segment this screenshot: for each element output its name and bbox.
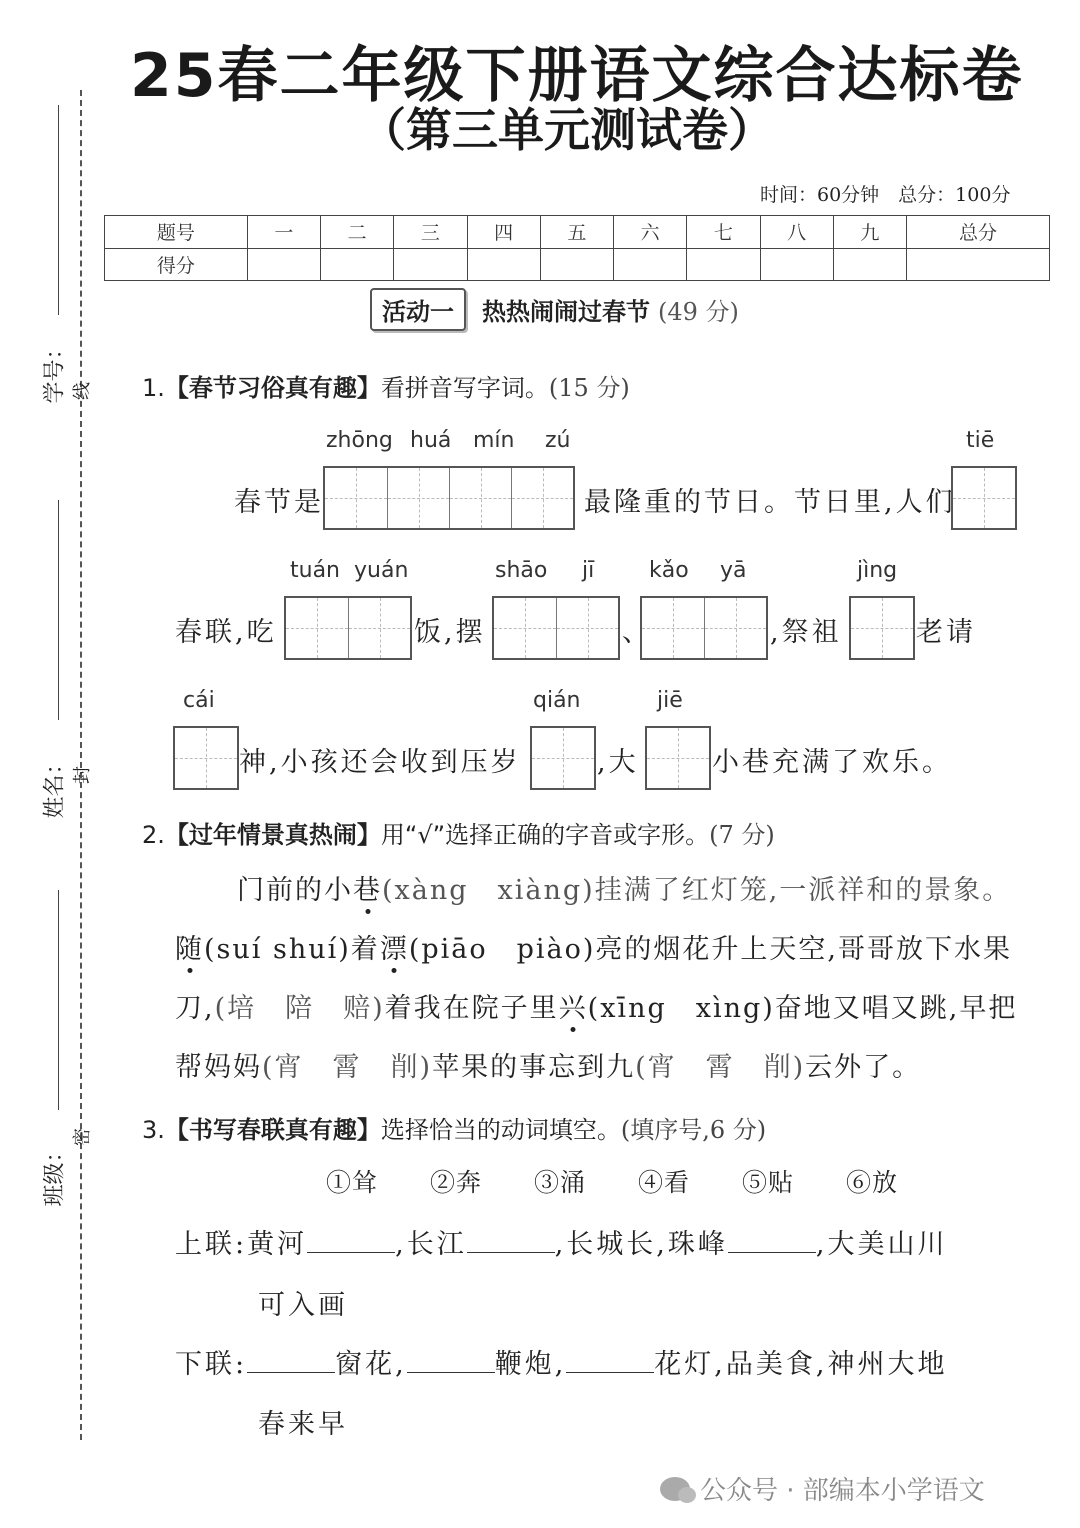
q1-text-segment: 春联,吃 <box>175 617 277 648</box>
grid-cell[interactable] <box>348 598 410 658</box>
q1-text-segment: ,祭祖 <box>770 617 842 648</box>
pinyin: kǎo <box>649 558 689 583</box>
answer-blank[interactable] <box>247 1350 335 1373</box>
score-table <box>104 215 1050 281</box>
q1-points: (15 分) <box>548 374 630 402</box>
writing-grid[interactable] <box>640 596 768 660</box>
text-span: ,大美山川 <box>815 1229 948 1260</box>
answer-blank[interactable] <box>407 1350 495 1373</box>
score-table-header-cell: 总分 <box>907 216 1050 249</box>
text-span: (piāo piào)亮的烟花升上天空,哥哥放下水果 <box>408 934 1013 965</box>
q2-paragraph-line <box>237 868 1011 907</box>
score-table-header-cell: 六 <box>614 216 687 249</box>
score-input-cell[interactable] <box>614 248 687 281</box>
score-table-header-cell: 二 <box>321 216 394 249</box>
pinyin: yuán <box>354 558 409 583</box>
text-span: 云外了。 <box>805 1052 922 1083</box>
text-span: (xīng xìng)奋地又唱又跳,早把 <box>587 993 1018 1024</box>
binding-secret-word: 密 <box>72 1128 93 1146</box>
emphasized-char: 随 <box>175 934 204 965</box>
answer-blank[interactable] <box>728 1230 816 1253</box>
score-input-cell[interactable] <box>247 248 320 281</box>
q1-text-segment: 春节是 <box>234 487 324 518</box>
q3-text: 选择恰当的动词填空。 <box>380 1116 621 1144</box>
pinyin: qián <box>533 688 581 713</box>
activity-name: 热热闹闹过春节 <box>482 298 650 326</box>
q3-upper-couplet-cont: 可入画 <box>258 1290 348 1321</box>
answer-blank[interactable] <box>566 1350 654 1373</box>
emphasized-char: 漂 <box>379 934 409 965</box>
q1-text-segment: ,大 <box>597 747 639 778</box>
activity-tag: 活动一 <box>370 288 466 331</box>
grid-cell[interactable] <box>704 598 766 658</box>
score-table-header-cell: 九 <box>833 216 906 249</box>
writing-grid[interactable] <box>284 596 412 660</box>
class-rule <box>58 890 59 1110</box>
pinyin: mín <box>473 428 515 453</box>
score-input-cell[interactable] <box>394 248 467 281</box>
score-table-score-row <box>105 248 1050 281</box>
grid-cell[interactable] <box>851 598 913 658</box>
text-span: 花灯,品美食,神州大地 <box>654 1349 948 1380</box>
grid-cell[interactable] <box>511 468 573 528</box>
watermark <box>660 1470 985 1507</box>
writing-grid[interactable] <box>492 596 620 660</box>
q2-paragraph-line <box>175 1045 921 1084</box>
answer-blank[interactable] <box>307 1230 395 1253</box>
student-id-label: 学号： <box>42 337 68 404</box>
name-label: 姓名： <box>42 752 68 819</box>
text-span: 着我在院子里 <box>384 993 559 1024</box>
text-span: (xàng xiàng)挂满了红灯笼,一派祥和的景象。 <box>382 875 1012 906</box>
writing-grid[interactable] <box>951 466 1017 530</box>
q2-heading <box>142 815 775 850</box>
pinyin: tuán <box>290 558 340 583</box>
grid-cell[interactable] <box>175 728 237 788</box>
q1-text-segment: 最隆重的节日。节日里,人们 <box>584 487 956 518</box>
pinyin: jìng <box>857 558 898 583</box>
class-label: 班级： <box>42 1140 68 1207</box>
q1-text-segment: 饭,摆 <box>414 617 486 648</box>
watermark-text: 公众号 · 部编本小学语文 <box>700 1476 985 1506</box>
page-title: 25春二年级下册语文综合达标卷 <box>130 41 1024 111</box>
grid-cell[interactable] <box>532 728 594 788</box>
score-table-header-row <box>105 216 1050 249</box>
student-id-rule <box>58 105 59 315</box>
pinyin: tiē <box>966 428 995 453</box>
pinyin: zhōng <box>326 428 393 453</box>
score-input-cell[interactable] <box>760 248 833 281</box>
activity-heading <box>370 288 739 331</box>
writing-grid[interactable] <box>530 726 596 790</box>
score-input-cell[interactable] <box>907 248 1050 281</box>
answer-blank[interactable] <box>467 1230 555 1253</box>
q1-text: 看拼音写字词。 <box>380 374 549 402</box>
q3-lower-couplet <box>175 1342 947 1381</box>
score-table-header-cell: 一 <box>247 216 320 249</box>
q1-text-segment: 、 <box>622 617 652 648</box>
choice-options[interactable]: (培 陪 赔) <box>214 993 385 1024</box>
q2-points: (7 分) <box>709 821 775 849</box>
score-label-cell: 得分 <box>105 248 248 281</box>
grid-cell[interactable] <box>325 468 387 528</box>
pinyin: jī <box>582 558 595 583</box>
text-span: 苹果的事忘到九 <box>432 1052 636 1083</box>
page-subtitle: （第三单元测试卷） <box>360 103 774 157</box>
q1-text-segment: 小巷充满了欢乐。 <box>712 747 952 778</box>
pinyin: shāo <box>495 558 548 583</box>
emphasized-char: 巷 <box>353 875 382 906</box>
q3-upper-couplet <box>175 1222 947 1261</box>
binding-line-word: 线 <box>72 382 93 400</box>
binding-dashed-line <box>80 90 82 1440</box>
grid-cell[interactable] <box>494 598 556 658</box>
pinyin: cái <box>183 688 215 713</box>
score-table-header-cell: 七 <box>687 216 760 249</box>
pinyin: huá <box>410 428 452 453</box>
q2-text: 用“√”选择正确的字音或字形。 <box>380 821 710 849</box>
q2-paragraph-line <box>175 986 1017 1025</box>
binding-seal-word: 封 <box>72 766 93 784</box>
score-table-header-cell: 五 <box>540 216 613 249</box>
grid-cell[interactable] <box>647 728 709 788</box>
text-span: 窗花, <box>335 1349 407 1380</box>
pinyin: yā <box>720 558 747 583</box>
writing-grid[interactable] <box>323 466 575 530</box>
grid-cell[interactable] <box>387 468 449 528</box>
score-table-header-cell: 题号 <box>105 216 248 249</box>
grid-cell[interactable] <box>556 598 618 658</box>
q2-paragraph-line <box>175 927 1012 966</box>
writing-grid[interactable] <box>849 596 915 660</box>
q1-tag: 【春节习俗真有趣】 <box>164 374 381 402</box>
grid-cell[interactable] <box>449 468 511 528</box>
name-rule <box>58 500 59 720</box>
q2-number: 2. <box>142 821 165 849</box>
q3-tag: 【书写春联真有趣】 <box>164 1116 381 1144</box>
score-input-cell[interactable] <box>321 248 394 281</box>
writing-grid[interactable] <box>645 726 711 790</box>
time-info: 时间：60分钟 总分：100分 <box>760 184 1011 206</box>
text-span: ,长江 <box>395 1229 467 1260</box>
text-span: 刀, <box>175 993 215 1024</box>
q2-tag: 【过年情景真热闹】 <box>164 821 381 849</box>
q1-text-segment: 老请 <box>916 617 976 648</box>
text-span: 门前的小 <box>237 875 353 906</box>
q1-heading <box>142 368 630 403</box>
text-span: (suí shuí)着 <box>204 934 380 965</box>
score-input-cell[interactable] <box>467 248 540 281</box>
emphasized-char: 兴 <box>558 993 588 1024</box>
q3-number: 3. <box>142 1116 165 1144</box>
score-input-cell[interactable] <box>833 248 906 281</box>
score-table-header-cell: 四 <box>467 216 540 249</box>
grid-cell[interactable] <box>286 598 348 658</box>
score-input-cell[interactable] <box>540 248 613 281</box>
wechat-icon <box>660 1477 690 1501</box>
text-span: 鞭炮, <box>494 1349 567 1380</box>
q3-heading <box>142 1110 766 1145</box>
activity-score: (49 分) <box>658 298 739 326</box>
q3-lower-couplet-cont: 春来早 <box>258 1409 348 1440</box>
q1-text-segment: 神,小孩还会收到压岁 <box>239 747 521 778</box>
choice-options[interactable]: (宵 霄 削) <box>262 1052 433 1083</box>
q3-points: (填序号,6 分) <box>620 1116 767 1144</box>
writing-grid[interactable] <box>173 726 239 790</box>
score-input-cell[interactable] <box>687 248 760 281</box>
text-span: 帮妈妈 <box>175 1052 262 1083</box>
score-table-header-cell: 三 <box>394 216 467 249</box>
pinyin: jiē <box>657 688 683 713</box>
choice-options[interactable]: (宵 霄 削) <box>635 1052 806 1083</box>
grid-cell[interactable] <box>953 468 1015 528</box>
score-table-header-cell: 八 <box>760 216 833 249</box>
pinyin: zú <box>545 428 571 453</box>
text-span: 上联: <box>175 1229 248 1260</box>
q3-options: ①耸 ②奔 ③涌 ④看 ⑤贴 ⑥放 <box>326 1168 899 1197</box>
text-span: 黄河 <box>247 1229 308 1260</box>
q1-number: 1. <box>142 374 165 402</box>
text-span: ,长城长,珠峰 <box>554 1229 728 1260</box>
text-span: 下联: <box>175 1349 248 1380</box>
grid-cell[interactable] <box>642 598 704 658</box>
